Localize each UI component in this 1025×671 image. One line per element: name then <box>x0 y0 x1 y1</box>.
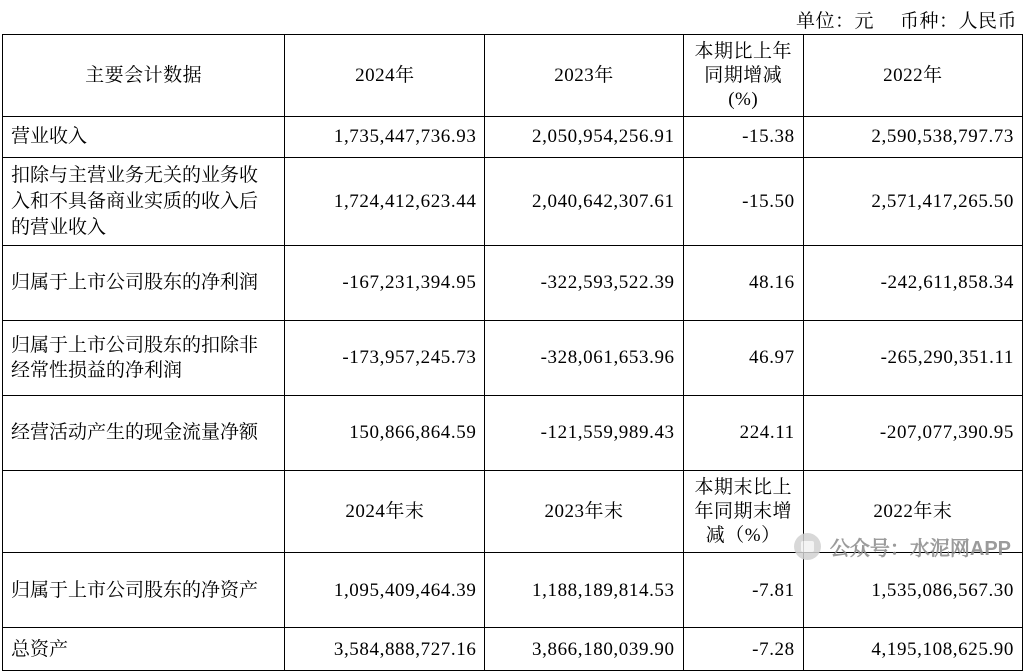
cell-2022: 1,535,086,567.30 <box>803 553 1022 628</box>
header-cell-2022: 2022年 <box>803 35 1022 117</box>
table-row <box>3 553 1023 628</box>
cell-2022: -242,611,858.34 <box>803 246 1022 321</box>
header-cell-2024-end: 2024年末 <box>285 471 485 553</box>
table-header-row-flow <box>3 35 1023 117</box>
header-change-end-line3: 减（%） <box>705 524 781 546</box>
header-cell-label-blank <box>3 471 285 553</box>
header-change-line3: (%) <box>728 88 759 110</box>
cell-2023: -121,559,989.43 <box>485 396 683 471</box>
header-cell-2024: 2024年 <box>285 35 485 117</box>
table-row <box>3 117 1023 158</box>
table-row <box>3 321 1023 396</box>
header-change-line2: 同期增减 <box>704 64 783 86</box>
header-change-end-line1: 本期末比上 <box>694 477 792 499</box>
row-label: 营业收入 <box>3 117 285 158</box>
cell-2024: 150,866,864.59 <box>285 396 485 471</box>
header-change-line1: 本期比上年 <box>694 41 792 62</box>
unit-currency-line <box>796 6 1017 33</box>
header-cell-2022-end: 2022年末 <box>803 471 1022 553</box>
cell-change: 46.97 <box>683 321 803 396</box>
cell-change: -7.28 <box>683 628 803 671</box>
cell-change: 48.16 <box>683 246 803 321</box>
cell-change: -15.38 <box>683 117 803 158</box>
cell-2024: 1,095,409,464.39 <box>285 553 485 628</box>
row-label: 归属于上市公司股东的净资产 <box>3 553 285 628</box>
cell-2023: 2,050,954,256.91 <box>485 117 683 158</box>
cell-2023: 1,188,189,814.53 <box>485 553 683 628</box>
table-row <box>3 158 1023 246</box>
cell-2023: 2,040,642,307.61 <box>485 158 683 246</box>
row-label: 总资产 <box>3 628 285 671</box>
cell-2024: -173,957,245.73 <box>285 321 485 396</box>
unit-label: 单位：元 <box>795 11 874 32</box>
currency-label: 币种：人民币 <box>899 11 1017 32</box>
header-cell-2023: 2023年 <box>485 35 683 117</box>
cell-2022: 2,590,538,797.73 <box>803 117 1022 158</box>
cell-2024: -167,231,394.95 <box>285 246 485 321</box>
cell-2023: 3,866,180,039.90 <box>485 628 683 671</box>
cell-2023: -328,061,653.96 <box>485 321 683 396</box>
cell-2023: -322,593,522.39 <box>485 246 683 321</box>
cell-2022: 4,195,108,625.90 <box>803 628 1022 671</box>
header-change-end-line2: 年同期末增 <box>694 500 792 522</box>
cell-2022: -265,290,351.11 <box>803 321 1022 396</box>
cell-2024: 1,724,412,623.44 <box>285 158 485 246</box>
header-cell-change <box>683 35 803 117</box>
cell-2022: 2,571,417,265.50 <box>803 158 1022 246</box>
cell-change: 224.11 <box>683 396 803 471</box>
financial-summary-table <box>2 34 1023 671</box>
cell-change: -15.50 <box>683 158 803 246</box>
header-cell-change-end <box>683 471 803 553</box>
header-cell-label: 主要会计数据 <box>3 35 285 117</box>
row-label: 扣除与主营业务无关的业务收入和不具备商业实质的收入后的营业收入 <box>3 158 285 246</box>
row-label: 经营活动产生的现金流量净额 <box>3 396 285 471</box>
table-header-row-balance <box>3 471 1023 553</box>
table-row <box>3 628 1023 671</box>
cell-change: -7.81 <box>683 553 803 628</box>
row-label: 归属于上市公司股东的净利润 <box>3 246 285 321</box>
cell-2022: -207,077,390.95 <box>803 396 1022 471</box>
table-row <box>3 246 1023 321</box>
row-label: 归属于上市公司股东的扣除非经常性损益的净利润 <box>3 321 285 396</box>
cell-2024: 3,584,888,727.16 <box>285 628 485 671</box>
header-cell-2023-end: 2023年末 <box>485 471 683 553</box>
watermark-text: 公众号：水泥网APP <box>829 538 1011 560</box>
table-row <box>3 396 1023 471</box>
cell-2024: 1,735,447,736.93 <box>285 117 485 158</box>
